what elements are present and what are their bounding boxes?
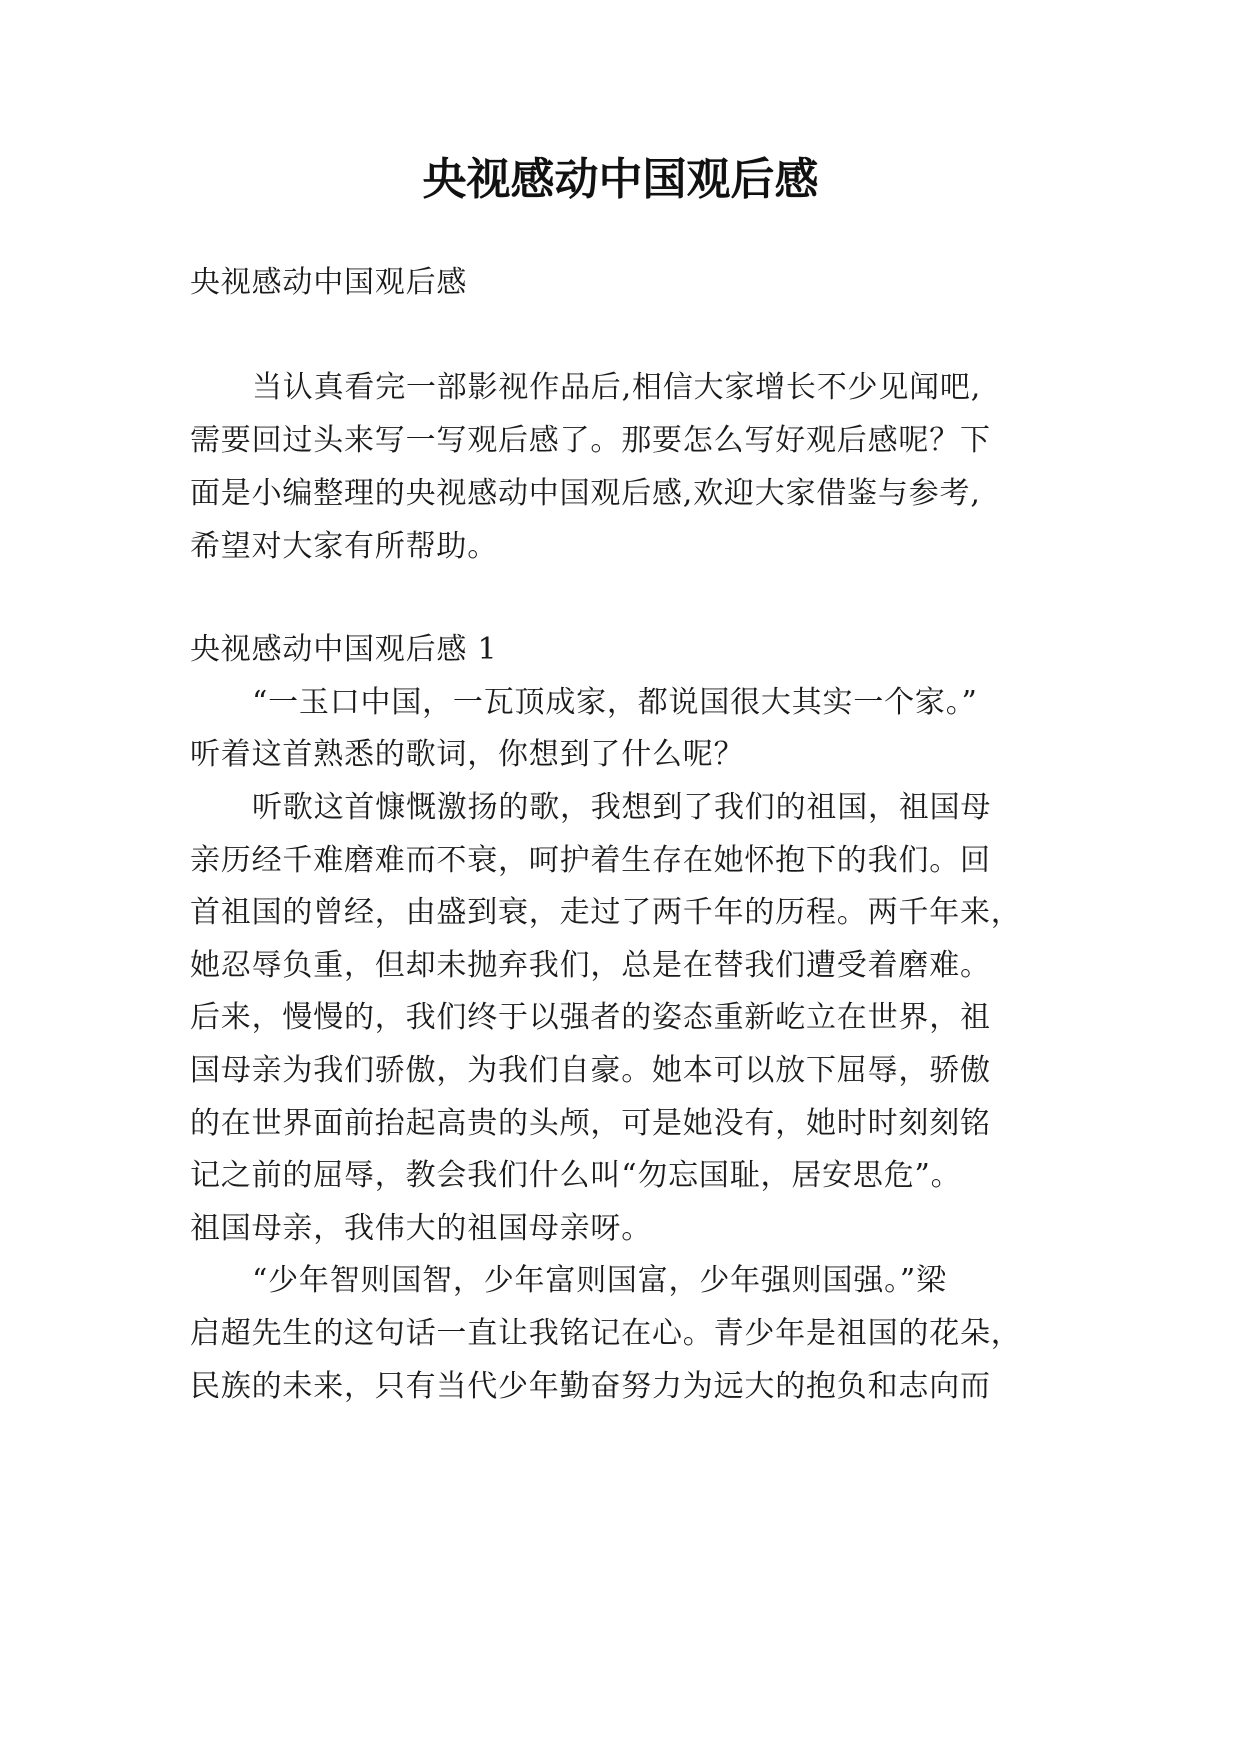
body-line-4: 亲历经千难磨难而不衰，呵护着生存在她怀抱下的我们。回 <box>190 843 991 878</box>
intro-line-1: 当认真看完一部影视作品后,相信大家增长不少见闻吧, <box>252 370 982 405</box>
body-line-12: “少年智则国智，少年富则国富，少年强则国强。”梁 <box>252 1263 947 1298</box>
body-line-9: 的在世界面前抬起高贵的头颅，可是她没有，她时时刻刻铭 <box>190 1106 991 1141</box>
intro-line-4: 希望对大家有所帮助。 <box>190 529 498 564</box>
intro-line-3: 面是小编整理的央视感动中国观后感,欢迎大家借鉴与参考, <box>190 476 981 511</box>
body-line-13: 启超先生的这句话一直让我铭记在心。青少年是祖国的花朵， <box>190 1316 1022 1351</box>
section-heading: 央视感动中国观后感 1 <box>190 632 498 667</box>
body-line-8: 国母亲为我们骄傲，为我们自豪。她本可以放下屈辱，骄傲 <box>190 1053 991 1088</box>
body-line-14: 民族的未来，只有当代少年勤奋努力为远大的抱负和志向而 <box>190 1369 991 1404</box>
document-subtitle: 央视感动中国观后感 <box>190 265 468 300</box>
body-line-3: 听歌这首慷慨激扬的歌，我想到了我们的祖国，祖国母 <box>252 790 992 825</box>
body-line-6: 她忍辱负重，但却未抛弃我们，总是在替我们遭受着磨难。 <box>190 948 991 983</box>
body-line-11: 祖国母亲，我伟大的祖国母亲呀。 <box>190 1211 652 1246</box>
body-line-2: 听着这首熟悉的歌词，你想到了什么呢？ <box>190 737 745 772</box>
body-line-7: 后来，慢慢的，我们终于以强者的姿态重新屹立在世界，祖 <box>190 1000 991 1035</box>
body-line-1: “一玉口中国，一瓦顶成家，都说国很大其实一个家。” <box>252 685 978 720</box>
body-line-5: 首祖国的曾经，由盛到衰，走过了两千年的历程。两千年来， <box>190 895 1022 930</box>
body-line-10: 记之前的屈辱，教会我们什么叫“勿忘国耻，居安思危”。 <box>190 1158 962 1193</box>
intro-line-2: 需要回过头来写一写观后感了。那要怎么写好观后感呢？下 <box>190 423 991 458</box>
document-title: 央视感动中国观后感 <box>422 154 819 205</box>
